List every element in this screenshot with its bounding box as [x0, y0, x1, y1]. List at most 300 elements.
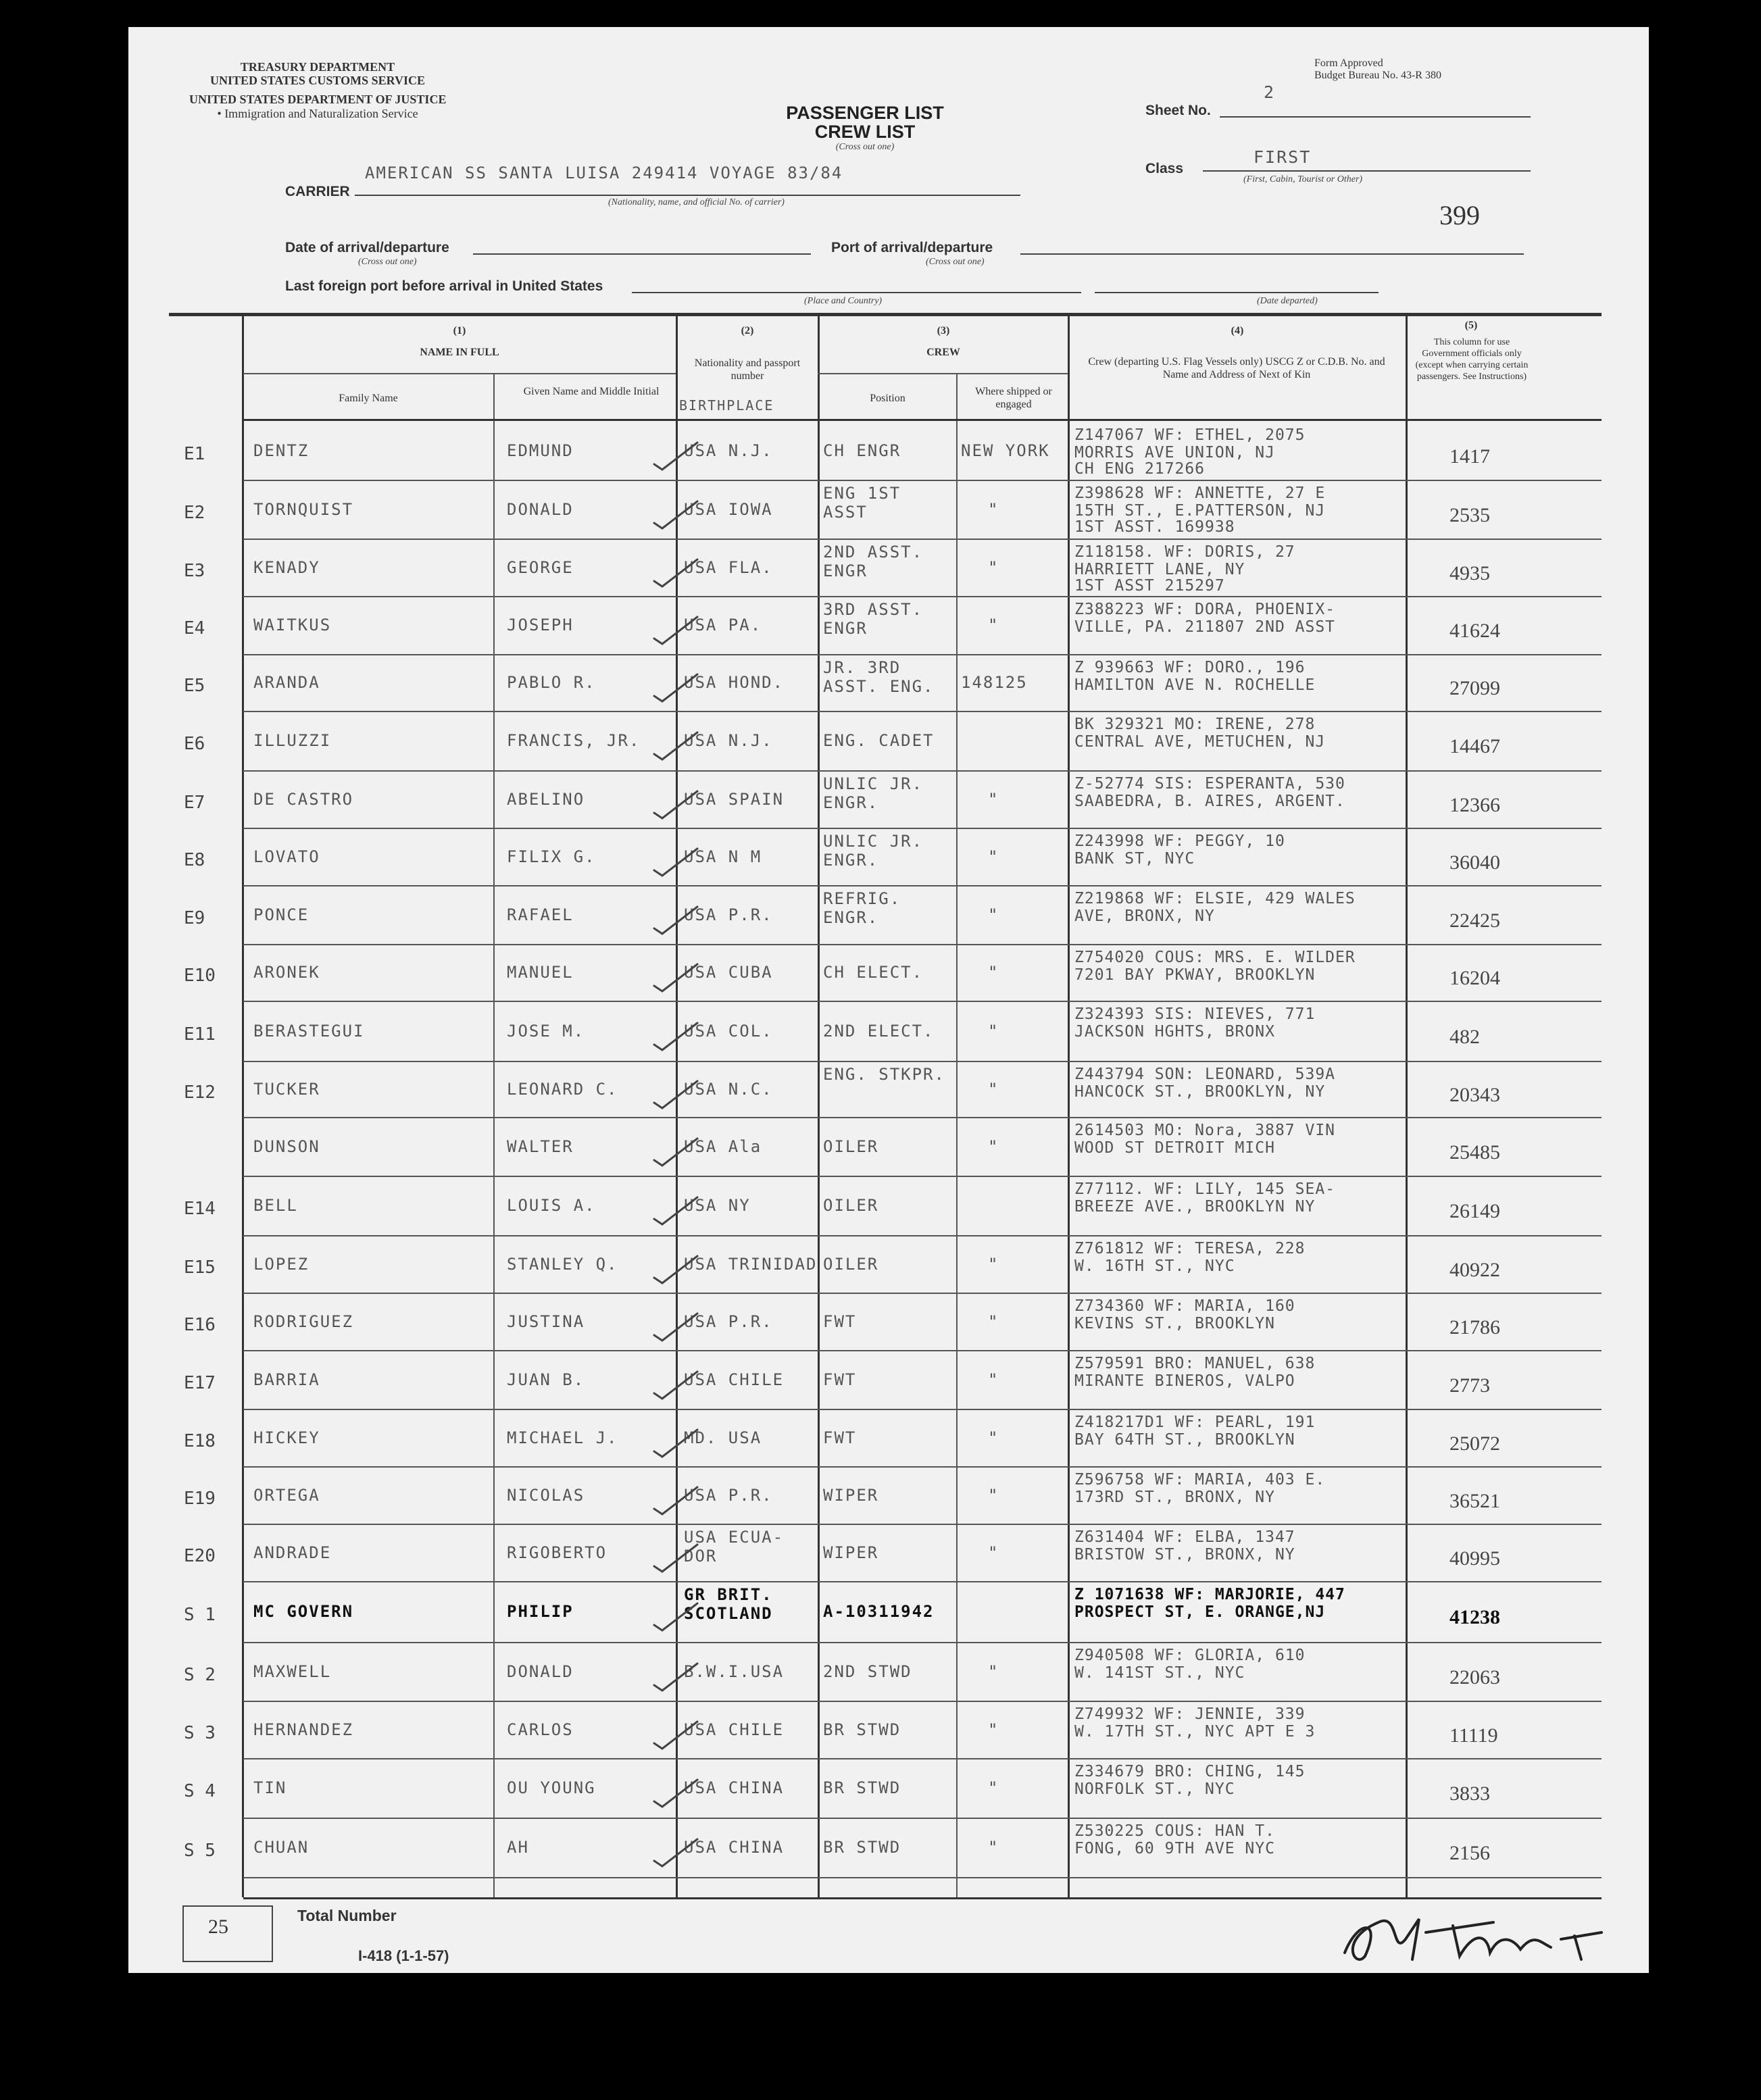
- next-of-kin-line-1: Z 1071638 WF: MARJORIE, 447: [1074, 1586, 1345, 1603]
- where-shipped: ": [988, 1838, 999, 1857]
- nationality: USA P.R.: [684, 905, 773, 924]
- form-number: I-418 (1-1-57): [358, 1947, 449, 1964]
- position: CH ELECT.: [823, 963, 924, 982]
- family-name: ORTEGA: [253, 1486, 320, 1505]
- next-of-kin-line-1: 2614503 MO: Nora, 3887 VIN: [1074, 1122, 1336, 1139]
- next-of-kin-line-2: 15TH ST., E.PATTERSON, NJ: [1074, 502, 1326, 520]
- official-number: 22425: [1449, 909, 1500, 932]
- table-row: [128, 1176, 1602, 1235]
- row-number: E5: [184, 676, 205, 696]
- table-row: [128, 1117, 1602, 1176]
- cross-out-port: (Cross out one): [926, 257, 985, 267]
- family-name: WAITKUS: [253, 616, 332, 634]
- table-row: [128, 1701, 1602, 1758]
- position: 2ND STWD: [823, 1662, 912, 1681]
- date-departed-caption: (Date departed): [1257, 296, 1318, 306]
- official-number: 21786: [1449, 1316, 1500, 1339]
- row-number: E2: [184, 503, 205, 523]
- signature: [1318, 1892, 1615, 1973]
- check-mark-icon: [649, 1482, 703, 1522]
- family-name: ILLUZZI: [253, 731, 332, 750]
- date-label: Date of arrival/departure: [285, 240, 449, 255]
- next-of-kin-line-1: Z388223 WF: DORA, PHOENIX-: [1074, 601, 1336, 618]
- official-number: 482: [1449, 1026, 1480, 1048]
- stamp-number: 399: [1439, 200, 1480, 230]
- where-shipped: ": [988, 1137, 999, 1156]
- col2-title: Nationality and passport number: [694, 357, 801, 382]
- next-of-kin-line-1: Z579591 BRO: MANUEL, 638: [1074, 1355, 1316, 1372]
- where-shipped: ": [988, 790, 999, 809]
- nationality: USA CHINA: [684, 1838, 785, 1857]
- given-name: GEORGE: [507, 558, 574, 577]
- family-name: TUCKER: [253, 1080, 320, 1099]
- given-name: RIGOBERTO: [507, 1543, 607, 1562]
- next-of-kin-line-1: Z940508 WF: GLORIA, 610: [1074, 1647, 1306, 1664]
- family-name: TIN: [253, 1778, 287, 1797]
- row-number: E10: [184, 966, 216, 986]
- table-row: [128, 596, 1602, 654]
- row-number: S 1: [184, 1605, 216, 1625]
- col3b-title: Where shipped or engaged: [975, 386, 1052, 410]
- given-name: JOSEPH: [507, 616, 574, 634]
- position: UNLIC JR. ENGR.: [823, 832, 924, 870]
- given-name: EDMUND: [507, 441, 574, 460]
- family-name: BERASTEGUI: [253, 1022, 365, 1041]
- family-name: ANDRADE: [253, 1543, 332, 1562]
- official-number: 25072: [1449, 1432, 1500, 1455]
- nationality: USA SPAIN: [684, 790, 785, 809]
- nationality: USA ECUA- DOR: [684, 1528, 785, 1566]
- check-mark-icon: [649, 901, 703, 942]
- nationality: B.W.I.USA: [684, 1662, 785, 1681]
- col3-title: CREW: [926, 347, 960, 358]
- given-name: PABLO R.: [507, 673, 596, 692]
- next-of-kin-line-2: VILLE, PA. 211807 2ND ASST: [1074, 618, 1336, 636]
- check-mark-icon: [649, 1133, 703, 1174]
- next-of-kin-line-2: CENTRAL AVE, METUCHEN, NJ: [1074, 733, 1326, 751]
- table-row: [128, 480, 1602, 539]
- given-name: FRANCIS, JR.: [507, 731, 641, 750]
- next-of-kin-line-3: 1ST ASST 215297: [1074, 577, 1225, 595]
- nationality: USA CHILE: [684, 1370, 785, 1389]
- next-of-kin-line-1: Z734360 WF: MARIA, 160: [1074, 1297, 1295, 1315]
- given-name: FILIX G.: [507, 847, 596, 866]
- position: ENG. CADET: [823, 731, 935, 750]
- col4-number: (4): [1231, 325, 1244, 336]
- given-name: LEONARD C.: [507, 1080, 618, 1099]
- table-row: [128, 1466, 1602, 1524]
- agency-line-4: • Immigration and Naturalization Service: [217, 107, 418, 120]
- where-shipped: ": [988, 1428, 999, 1447]
- next-of-kin-line-2: MORRIS AVE UNION, NJ: [1074, 444, 1275, 461]
- next-of-kin-line-2: W. 141ST ST., NYC: [1074, 1664, 1245, 1682]
- official-number: 16204: [1449, 967, 1500, 989]
- given-name: CARLOS: [507, 1720, 574, 1739]
- row-number: E16: [184, 1315, 216, 1335]
- next-of-kin-line-2: BAY 64TH ST., BROOKLYN: [1074, 1431, 1295, 1449]
- family-name: DENTZ: [253, 441, 309, 460]
- table-row: [128, 539, 1602, 596]
- next-of-kin-line-1: Z334679 BRO: CHING, 145: [1074, 1763, 1306, 1780]
- next-of-kin-line-2: PROSPECT ST, E. ORANGE,NJ: [1074, 1603, 1326, 1621]
- row-number: E12: [184, 1082, 216, 1103]
- total-value: 25: [208, 1916, 228, 1938]
- row-number: E4: [184, 618, 205, 639]
- check-mark-icon: [649, 1716, 703, 1757]
- check-mark-icon: [649, 1366, 703, 1407]
- next-of-kin-line-1: Z398628 WF: ANNETTE, 27 E: [1074, 484, 1326, 502]
- next-of-kin-line-2: FONG, 60 9TH AVE NYC: [1074, 1840, 1275, 1857]
- where-shipped: ": [988, 1486, 999, 1505]
- position: A-10311942: [823, 1602, 935, 1621]
- position: 2ND ASST. ENGR: [823, 543, 924, 580]
- given-name: STANLEY Q.: [507, 1255, 618, 1274]
- check-mark-icon: [649, 1834, 703, 1874]
- position: ENG 1ST ASST: [823, 484, 901, 522]
- official-number: 40922: [1449, 1259, 1500, 1281]
- row-number: E3: [184, 561, 205, 581]
- nationality: USA IOWA: [684, 500, 773, 519]
- given-name: ABELINO: [507, 790, 585, 809]
- family-name: ARANDA: [253, 673, 320, 692]
- family-name: HERNANDEZ: [253, 1720, 354, 1739]
- port-label: Port of arrival/departure: [831, 240, 993, 255]
- row-number: S 2: [184, 1665, 216, 1685]
- given-name: AH: [507, 1838, 529, 1857]
- next-of-kin-line-1: Z 939663 WF: DORO., 196: [1074, 659, 1306, 676]
- next-of-kin-line-1: Z-52774 SIS: ESPERANTA, 530: [1074, 775, 1345, 793]
- position: BR STWD: [823, 1838, 901, 1857]
- check-mark-icon: [649, 1308, 703, 1349]
- check-mark-icon: [649, 727, 703, 768]
- where-shipped: ": [988, 500, 999, 519]
- row-number: S 3: [184, 1723, 216, 1743]
- table-row: [128, 711, 1602, 770]
- given-name: JUAN B.: [507, 1370, 585, 1389]
- nationality: USA N.J.: [684, 731, 773, 750]
- next-of-kin-line-2: SAABEDRA, B. AIRES, ARGENT.: [1074, 793, 1345, 810]
- col2-number: (2): [741, 325, 754, 336]
- table-row: [128, 422, 1602, 480]
- document-page: [128, 27, 1649, 1973]
- next-of-kin-line-1: Z530225 COUS: HAN T.: [1074, 1822, 1275, 1840]
- row-number: S 4: [184, 1781, 216, 1801]
- official-number: 40995: [1449, 1547, 1500, 1570]
- table-row: [128, 770, 1602, 828]
- position: REFRIG. ENGR.: [823, 889, 901, 927]
- check-mark-icon: [649, 611, 703, 652]
- next-of-kin-line-1: Z749932 WF: JENNIE, 339: [1074, 1705, 1306, 1723]
- given-name: DONALD: [507, 1662, 574, 1681]
- next-of-kin-line-1: Z418217D1 WF: PEARL, 191: [1074, 1414, 1316, 1431]
- family-name: HICKEY: [253, 1428, 320, 1447]
- nationality: USA PA.: [684, 616, 762, 634]
- position: 2ND ELECT.: [823, 1022, 935, 1041]
- check-mark-icon: [649, 843, 703, 884]
- where-shipped: ": [988, 616, 999, 634]
- nationality: USA COL.: [684, 1022, 773, 1041]
- where-shipped: ": [988, 1720, 999, 1739]
- given-name: NICOLAS: [507, 1486, 585, 1505]
- table-row: [128, 1061, 1602, 1117]
- where-shipped: ": [988, 1255, 999, 1274]
- next-of-kin-line-1: Z118158. WF: DORIS, 27: [1074, 543, 1295, 561]
- next-of-kin-line-2: JACKSON HGHTS, BRONX: [1074, 1023, 1275, 1041]
- next-of-kin-line-1: Z324393 SIS: NIEVES, 771: [1074, 1005, 1316, 1023]
- cross-out-date: (Cross out one): [358, 257, 417, 267]
- position: FWT: [823, 1428, 857, 1447]
- given-name: JUSTINA: [507, 1312, 585, 1331]
- nationality: USA TRINIDAD: [684, 1255, 818, 1274]
- given-name: MANUEL: [507, 963, 574, 982]
- check-mark-icon: [649, 1018, 703, 1058]
- carrier-value: AMERICAN SS SANTA LUISA 249414 VOYAGE 83/84: [365, 164, 843, 182]
- family-name: TORNQUIST: [253, 500, 354, 519]
- official-number: 36040: [1449, 851, 1500, 874]
- col5-title: This column for use Government officials only (except when carrying certain passengers. See Instructions): [1415, 337, 1529, 382]
- col1a-title: Family Name: [339, 393, 398, 404]
- where-shipped: ": [988, 905, 999, 924]
- next-of-kin-line-2: AVE, BRONX, NY: [1074, 907, 1215, 925]
- given-name: DONALD: [507, 500, 574, 519]
- official-number: 2156: [1449, 1842, 1490, 1864]
- official-number: 11119: [1449, 1724, 1498, 1747]
- given-name: LOUIS A.: [507, 1196, 596, 1215]
- where-shipped: 148125: [961, 673, 1028, 692]
- row-number: E11: [184, 1024, 216, 1045]
- position: OILER: [823, 1255, 879, 1274]
- nationality: USA FLA.: [684, 558, 773, 577]
- col4-title: Crew (departing U.S. Flag Vessels only) USCG Z or C.D.B. No. and Name and Address of Next of Kin: [1088, 356, 1385, 380]
- given-name: RAFAEL: [507, 905, 574, 924]
- carrier-label: CARRIER: [285, 184, 350, 199]
- row-number: E8: [184, 850, 205, 870]
- row-number: E15: [184, 1257, 216, 1278]
- where-shipped: ": [988, 847, 999, 866]
- next-of-kin-line-2: 173RD ST., BRONX, NY: [1074, 1489, 1275, 1506]
- official-number: 3833: [1449, 1782, 1490, 1805]
- row-number: E1: [184, 444, 205, 464]
- official-number: 20343: [1449, 1084, 1500, 1106]
- where-shipped: ": [988, 558, 999, 577]
- given-name: PHILIP: [507, 1602, 574, 1621]
- next-of-kin-line-1: Z147067 WF: ETHEL, 2075: [1074, 426, 1306, 444]
- family-name: DE CASTRO: [253, 790, 354, 809]
- carrier-caption: (Nationality, name, and official No. of carrier): [608, 197, 785, 207]
- family-name: KENADY: [253, 558, 320, 577]
- official-number: 27099: [1449, 677, 1500, 699]
- sheet-label: Sheet No.: [1145, 103, 1211, 118]
- nationality: USA CHILE: [684, 1720, 785, 1739]
- check-mark-icon: [649, 786, 703, 826]
- position: JR. 3RD ASST. ENG.: [823, 658, 935, 696]
- next-of-kin-line-2: HARRIETT LANE, NY: [1074, 561, 1245, 578]
- nationality: USA N.J.: [684, 441, 773, 460]
- table-row: [128, 654, 1602, 711]
- next-of-kin-line-2: MIRANTE BINEROS, VALPO: [1074, 1372, 1295, 1390]
- family-name: MC GOVERN: [253, 1602, 354, 1621]
- official-number: 41624: [1449, 620, 1500, 642]
- official-number: 26149: [1449, 1200, 1500, 1222]
- position: FWT: [823, 1312, 857, 1331]
- check-mark-icon: [649, 1598, 703, 1639]
- check-mark-icon: [649, 1192, 703, 1232]
- nationality: USA CUBA: [684, 963, 773, 982]
- next-of-kin-line-2: BRISTOW ST., BRONX, NY: [1074, 1546, 1295, 1564]
- position: OILER: [823, 1137, 879, 1156]
- family-name: DUNSON: [253, 1137, 320, 1156]
- col2-typed: BIRTHPLACE: [679, 397, 774, 414]
- total-label: Total Number: [297, 1907, 397, 1924]
- next-of-kin-line-1: Z219868 WF: ELSIE, 429 WALES: [1074, 890, 1356, 907]
- sheet-value: 2: [1264, 82, 1276, 102]
- position: 3RD ASST. ENGR: [823, 600, 924, 638]
- table-row: [128, 1235, 1602, 1293]
- col1b-title: Given Name and Middle Initial: [523, 386, 660, 397]
- official-number: 2773: [1449, 1374, 1490, 1397]
- next-of-kin-line-2: W. 16TH ST., NYC: [1074, 1257, 1235, 1275]
- official-number: 36521: [1449, 1490, 1500, 1512]
- table-row: [128, 828, 1602, 885]
- where-shipped: ": [988, 963, 999, 982]
- row-number: E6: [184, 734, 205, 754]
- row-number: E20: [184, 1546, 216, 1566]
- check-mark-icon: [649, 437, 703, 478]
- position: FWT: [823, 1370, 857, 1389]
- where-shipped: ": [988, 1312, 999, 1331]
- family-name: LOPEZ: [253, 1255, 309, 1274]
- next-of-kin-line-2: NORFOLK ST., NYC: [1074, 1780, 1235, 1798]
- check-mark-icon: [649, 554, 703, 595]
- given-name: JOSE M.: [507, 1022, 585, 1041]
- row-number: E18: [184, 1431, 216, 1451]
- table-row: [128, 1524, 1602, 1581]
- check-mark-icon: [649, 1539, 703, 1580]
- family-name: RODRIGUEZ: [253, 1312, 354, 1331]
- row-number: E19: [184, 1489, 216, 1509]
- title-passenger: PASSENGER LIST: [786, 103, 944, 123]
- cross-out-caption: (Cross out one): [835, 142, 895, 152]
- check-mark-icon: [649, 496, 703, 536]
- next-of-kin-line-3: CH ENG 217266: [1074, 460, 1206, 478]
- table-row: [128, 1818, 1602, 1877]
- class-label: Class: [1145, 161, 1184, 176]
- where-shipped: ": [988, 1662, 999, 1681]
- next-of-kin-line-1: BK 329321 MO: IRENE, 278: [1074, 716, 1316, 733]
- where-shipped: ": [988, 1022, 999, 1041]
- nationality: USA P.R.: [684, 1486, 773, 1505]
- family-name: BELL: [253, 1196, 298, 1215]
- official-number: 22063: [1449, 1666, 1500, 1689]
- official-number: 25485: [1449, 1141, 1500, 1164]
- check-mark-icon: [649, 669, 703, 709]
- last-port-label: Last foreign port before arrival in United States: [285, 278, 603, 294]
- nationality: USA HOND.: [684, 673, 785, 692]
- row-number: E7: [184, 793, 205, 813]
- family-name: PONCE: [253, 905, 309, 924]
- next-of-kin-line-2: KEVINS ST., BROOKLYN: [1074, 1315, 1275, 1332]
- next-of-kin-line-2: BREEZE AVE., BROOKLYN NY: [1074, 1198, 1316, 1216]
- agency-line-3: UNITED STATES DEPARTMENT OF JUSTICE: [189, 93, 447, 106]
- given-name: MICHAEL J.: [507, 1428, 618, 1447]
- table-row: [128, 1293, 1602, 1350]
- check-mark-icon: [649, 1251, 703, 1291]
- next-of-kin-line-2: HANCOCK ST., BROOKLYN, NY: [1074, 1083, 1326, 1101]
- next-of-kin-line-1: Z243998 WF: PEGGY, 10: [1074, 832, 1285, 850]
- col3a-title: Position: [870, 393, 906, 404]
- where-shipped: ": [988, 1778, 999, 1797]
- row-number: E9: [184, 908, 205, 928]
- next-of-kin-line-1: Z443794 SON: LEONARD, 539A: [1074, 1066, 1336, 1083]
- position: WIPER: [823, 1486, 879, 1505]
- check-mark-icon: [649, 959, 703, 999]
- nationality: USA NY: [684, 1196, 751, 1215]
- position: ENG. STKPR.: [823, 1065, 945, 1084]
- family-name: LOVATO: [253, 847, 320, 866]
- nationality: USA Ala: [684, 1137, 762, 1156]
- where-shipped: ": [988, 1080, 999, 1099]
- col3-number: (3): [937, 325, 950, 336]
- class-value: FIRST: [1254, 147, 1312, 167]
- table-row: [128, 1581, 1602, 1642]
- nationality: USA CHINA: [684, 1778, 785, 1797]
- official-number: 1417: [1449, 445, 1490, 468]
- agency-line-2: UNITED STATES CUSTOMS SERVICE: [210, 74, 425, 87]
- col5-number: (5): [1464, 320, 1478, 331]
- table-row: [128, 1409, 1602, 1466]
- official-number: 41238: [1449, 1606, 1500, 1628]
- family-name: BARRIA: [253, 1370, 320, 1389]
- next-of-kin-line-1: Z596758 WF: MARIA, 403 E.: [1074, 1471, 1326, 1489]
- row-number: E17: [184, 1373, 216, 1393]
- position: WIPER: [823, 1543, 879, 1562]
- next-of-kin-line-2: HAMILTON AVE N. ROCHELLE: [1074, 676, 1316, 694]
- next-of-kin-line-1: Z761812 WF: TERESA, 228: [1074, 1240, 1306, 1257]
- family-name: ARONEK: [253, 963, 320, 982]
- where-shipped: ": [988, 1370, 999, 1389]
- place-caption: (Place and Country): [804, 296, 883, 306]
- check-mark-icon: [649, 1076, 703, 1116]
- next-of-kin-line-1: Z77112. WF: LILY, 145 SEA-: [1074, 1180, 1336, 1198]
- official-number: 14467: [1449, 735, 1500, 757]
- next-of-kin-line-2: 7201 BAY PKWAY, BROOKLYN: [1074, 966, 1316, 984]
- table-row: [128, 1758, 1602, 1818]
- agency-line-1: TREASURY DEPARTMENT: [240, 60, 395, 74]
- official-number: 4935: [1449, 562, 1490, 584]
- next-of-kin-line-1: Z631404 WF: ELBA, 1347: [1074, 1528, 1295, 1546]
- nationality: USA N.C.: [684, 1080, 773, 1099]
- family-name: MAXWELL: [253, 1662, 332, 1681]
- row-number: S 5: [184, 1841, 216, 1861]
- form-approved: Form Approved: [1314, 57, 1383, 69]
- class-caption: (First, Cabin, Tourist or Other): [1243, 174, 1363, 184]
- position: BR STWD: [823, 1778, 901, 1797]
- table-row: [128, 1001, 1602, 1061]
- position: UNLIC JR. ENGR.: [823, 774, 924, 812]
- check-mark-icon: [649, 1424, 703, 1465]
- check-mark-icon: [649, 1658, 703, 1699]
- nationality: USA P.R.: [684, 1312, 773, 1331]
- next-of-kin-line-3: 1ST ASST. 169938: [1074, 518, 1235, 536]
- official-number: 12366: [1449, 794, 1500, 816]
- next-of-kin-line-2: W. 17TH ST., NYC APT E 3: [1074, 1723, 1316, 1741]
- budget-bureau: Budget Bureau No. 43-R 380: [1314, 70, 1441, 81]
- nationality: GR BRIT. SCOTLAND: [684, 1585, 773, 1623]
- given-name: WALTER: [507, 1137, 574, 1156]
- next-of-kin-line-1: Z754020 COUS: MRS. E. WILDER: [1074, 949, 1356, 966]
- next-of-kin-line-2: BANK ST, NYC: [1074, 850, 1195, 868]
- position: BR STWD: [823, 1720, 901, 1739]
